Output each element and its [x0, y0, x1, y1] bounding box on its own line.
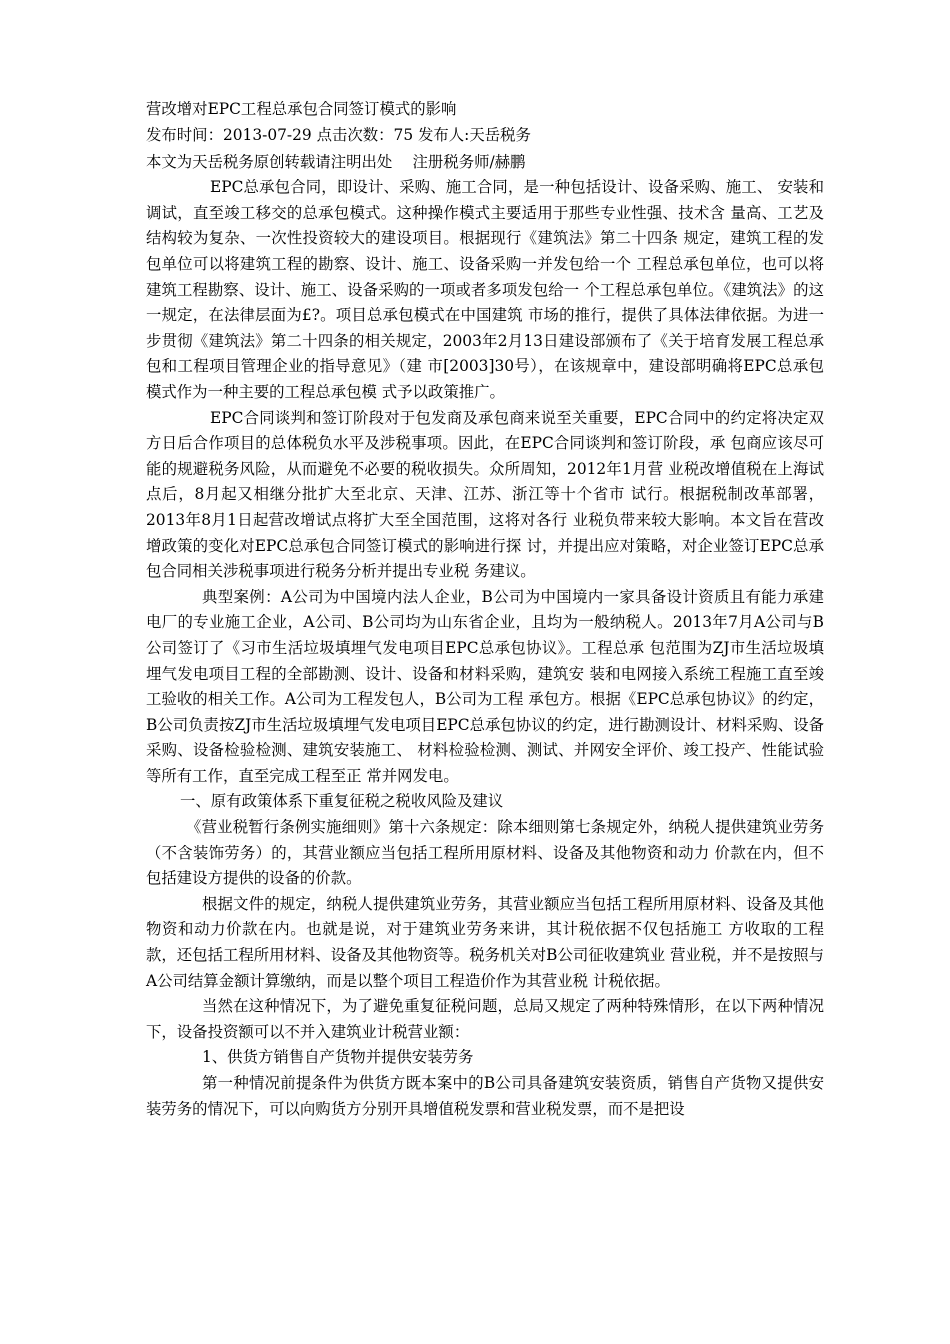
paragraph-typical-case: 典型案例：A公司为中国境内法人企业，B公司为中国境内一家具备设计资质且有能力承建电厂的专业施工企业，A公司、B公司均为山东省企业，且均为一般纳税人。2013年7月A公司与B公司签订了《习市生活垃圾填埋气发电项目EPC总承包协议》。工程总承 包范围为ZJ市生活垃圾填埋气发电项目工程的全部勘测、设计、设备和材料采购，建筑安 装和电网接入系统工程施工直至竣工验收的相关工作。A公司为工程发包人，B公司为工程 承包方。根据《EPC总承包协议》的约定，B公司负责按ZJ市生活垃圾填埋气发电项目EPC总承包协议的约定，进行勘测设计、材料采购、设备采购、设备检验检测、建筑安装施工、 材料检验检测、测试、并网安全评价、竣工投产、性能试验等所有工作，直至完成工程至正 常并网发电。 [146, 587, 824, 785]
paragraph-epc-intro: EPC总承包合同，即设计、采购、施工合同，是一种包括设计、设备采购、施工、 安装和调试，直至竣工移交的总承包模式。这种操作模式主要适用于那些专业性强、技术含 量高、工艺及结构较为复杂、一次性投资较大的建设项目。根据现行《建筑法》第二十四条 规定，建筑工程的发包单位可以将建筑工程的勘察、设计、施工、设备采购一并发包给一个 工程总承包单位，也可以将建筑工程勘察、设计、施工、设备采购的一项或者多项发包给一 个工程总承包单位。《建筑法》的这一规定，在法律层面为£?。项目总承包模式在中国建筑 市场的推行，提供了具体法律依据。为进一步贯彻《建筑法》第二十四条的相关规定，2003年2月13日建设部颁布了《关于培育发展工程总承包和工程项目管理企业的指导意见》（建 市[2003]30号），在该规章中，建设部明确将EPC总承包模式作为一种主要的工程总承包模 式予以政策推广。 [146, 178, 824, 401]
article-title: 营改增对EPC工程总承包合同签订模式的影响 [146, 100, 457, 118]
paragraph-case-1: 第一种情况前提条件为供货方既本案中的B公司具备建筑安装资质，销售自产货物又提供安装劳务的情况下，可以向购货方分别开具增值税发票和营业税发票，而不是把设 [146, 1074, 824, 1118]
source-note: 本文为天岳税务原创转载请注明出处 注册税务师/赫鹏 [146, 152, 526, 171]
paragraph-analysis: 根据文件的规定，纳税人提供建筑业劳务，其营业额应当包括工程所用原材料、设备及其他物资和动力价款在内。也就是说，对于建筑业劳务来讲，其计税依据不仅包括施工 方收取的工程款，还包括工程所用材料、设备及其他物资等。税务机关对B公司征收建筑业 营业税，并不是按照与A公司结算金额计算缴纳，而是以整个项目工程造价作为其营业税 计税依据。 [146, 894, 824, 990]
publish-meta: 发布时间：2013-07-29 点击次数：75 发布人:天岳税务 [146, 126, 531, 145]
paragraph-special-cases: 当然在这种情况下，为了避免重复征税问题，总局又规定了两种特殊情形，在以下两种情况下，设备投资额可以不并入建筑业计税营业额： [146, 997, 824, 1041]
paragraph-regulation: 《营业税暂行条例实施细则》第十六条规定：除本细则第七条规定外，纳税人提供建筑业劳务（不含装饰劳务）的，其营业额应当包括工程所用原材料、设备及其他物资和动力 价款在内，但不包括建设方提供的设备的价款。 [146, 818, 824, 888]
paragraph-epc-negotiation: EPC合同谈判和签订阶段对于包发商及承包商来说至关重要，EPC合同中的约定将决定双方日后合作项目的总体税负水平及涉税事项。因此，在EPC合同谈判和签订阶段，承 包商应该尽可能的规避税务风险，从而避免不必要的税收损失。众所周知，2012年1月营 业税改增值税在上海试点后，8月起又相继分批扩大至北京、天津、江苏、浙江等十个省市 试行。根据税制改革部署，2013年8月1日起营改增试点将扩大至全国范围，这将对各行 业税负带来较大影响。本文旨在营改增政策的变化对EPC总承包合同签订模式的影响进行探 讨，并提出应对策略，对企业签订EPC总承包合同相关涉税事项进行税务分析并提出专业税 务建议。 [146, 408, 824, 581]
document-page [146, 96, 824, 1122]
section-heading-1: 一、原有政策体系下重复征税之税收风险及建议 [180, 792, 504, 811]
subheading-case-1: 1、供货方销售自产货物并提供安装劳务 [202, 1048, 474, 1067]
